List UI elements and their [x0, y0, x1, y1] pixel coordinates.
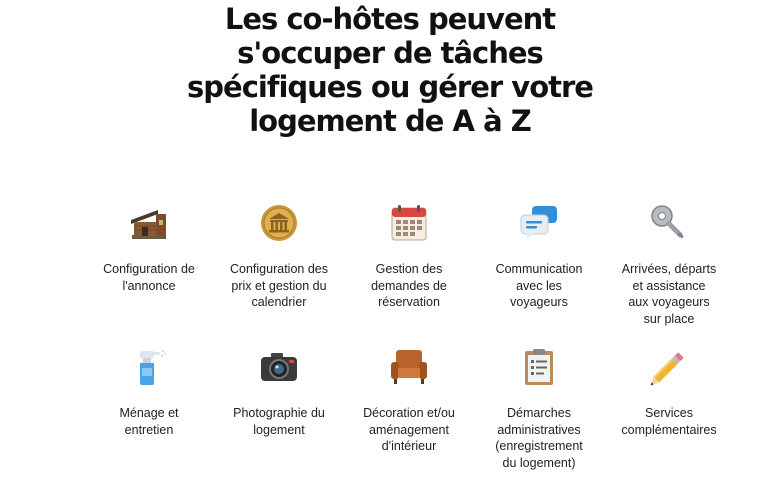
service-label: Communication avec les voyageurs — [495, 262, 583, 309]
armchair-icon — [386, 344, 432, 390]
bank-coin-icon — [256, 200, 302, 246]
service-item-admin-procedures — [475, 344, 603, 471]
calendar-icon — [386, 200, 432, 246]
service-label: Configuration des prix et gestion du calendrier — [230, 262, 328, 309]
camera-icon — [256, 344, 302, 390]
service-label: Services complémentaires — [621, 406, 717, 437]
service-label: Décoration et/ou aménagement d'intérieur — [363, 406, 455, 453]
service-label: Photographie du logement — [233, 406, 325, 437]
service-label: Ménage et entretien — [119, 406, 179, 437]
services-row-2 — [85, 344, 717, 471]
headline-line: Les co-hôtes peuvent — [224, 2, 556, 36]
service-item-booking-requests — [345, 200, 473, 327]
service-item-decoration — [345, 344, 473, 471]
clipboard-icon — [516, 344, 562, 390]
pencil-icon — [646, 344, 692, 390]
chat-bubbles-icon — [516, 200, 562, 246]
service-item-checkin-support — [605, 200, 733, 327]
key-icon — [646, 200, 692, 246]
spray-bottle-icon — [126, 344, 172, 390]
service-label: Démarches administratives (enregistrement du logement) — [495, 406, 583, 470]
page-headline — [0, 2, 780, 138]
service-item-photography — [215, 344, 343, 471]
service-item-guest-communication — [475, 200, 603, 327]
services-row-1 — [85, 200, 717, 327]
service-label: Gestion des demandes de réservation — [371, 262, 447, 309]
service-item-pricing-calendar — [215, 200, 343, 327]
service-item-cleaning — [85, 344, 213, 471]
cabin-icon — [126, 200, 172, 246]
headline-line: s'occuper de tâches — [237, 36, 543, 70]
service-label: Arrivées, départs et assistance aux voyageurs sur place — [621, 262, 717, 326]
headline-line: logement de A à Z — [249, 104, 531, 138]
service-item-listing-setup — [85, 200, 213, 327]
service-label: Configuration de l'annonce — [103, 262, 195, 293]
headline-line: spécifiques ou gérer votre — [187, 70, 593, 104]
service-item-extra-services — [605, 344, 733, 471]
